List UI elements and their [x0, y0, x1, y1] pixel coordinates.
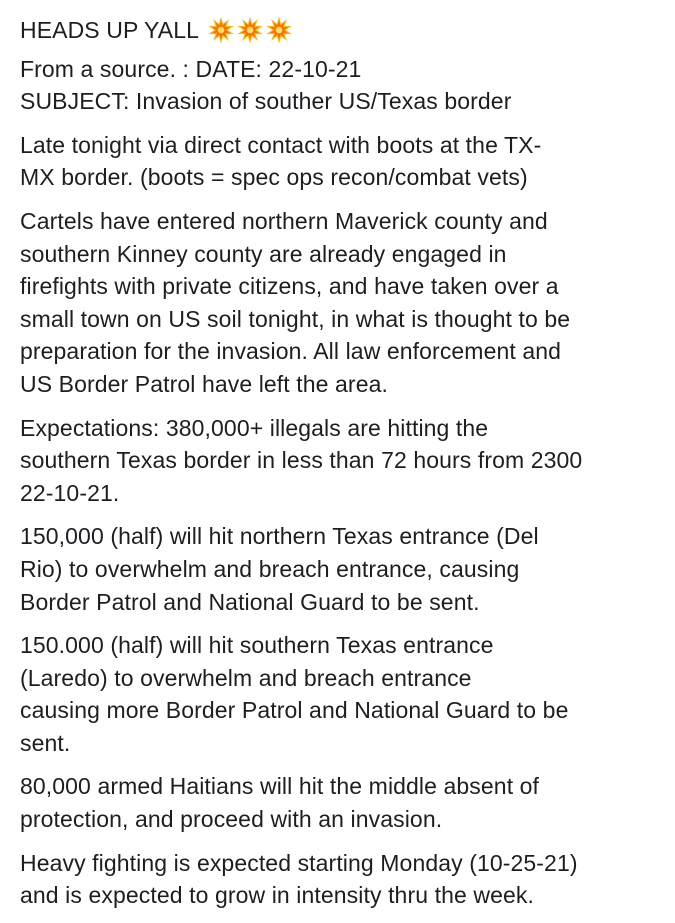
post-body — [20, 14, 665, 923]
collision-icon — [265, 16, 293, 44]
title-emoji-group — [207, 16, 293, 44]
collision-icon — [236, 16, 264, 44]
post-title-row — [20, 14, 665, 47]
post-paragraph-contact: Late tonight via direct contact with boots at the TX- MX border. (boots = spec ops recon/combat vets) — [20, 131, 542, 191]
post-paragraph-expectations: Expectations: 380,000+ illegals are hitting the southern Texas border in less than 72 hours from 2300 22-10-21. — [20, 414, 583, 506]
post-paragraph-fighting: Heavy fighting is expected starting Monday (10-25-21) and is expected to grow in intensity thru the week. — [20, 849, 578, 909]
post-paragraph-middle: 80,000 armed Haitians will hit the middle absent of protection, and proceed with an invasion. — [20, 773, 540, 833]
post-paragraph-source: From a source. : DATE: 22-10-21 SUBJECT: Invasion of souther US/Texas border — [20, 55, 512, 115]
post-paragraph-cartels: Cartels have entered northern Maverick county and southern Kinney county are already engaged in firefights with private citizens, and have taken over a small town on US soil tonight, in what is thought to be preparation for the invasion. All law enforcement and US Border Patrol have left the area. — [20, 207, 571, 397]
post-paragraph-laredo: 150.000 (half) will hit southern Texas entrance (Laredo) to overwhelm and breach entrance causing more Border Patrol and National Guard to be sent. — [20, 632, 569, 756]
post-paragraph-del-rio: 150,000 (half) will hit northern Texas entrance (Del Rio) to overwhelm and breach entrance, causing Border Patrol and National Guard to be sent. — [20, 523, 539, 615]
collision-icon — [207, 16, 235, 44]
post-title: HEADS UP YALL — [20, 17, 199, 43]
